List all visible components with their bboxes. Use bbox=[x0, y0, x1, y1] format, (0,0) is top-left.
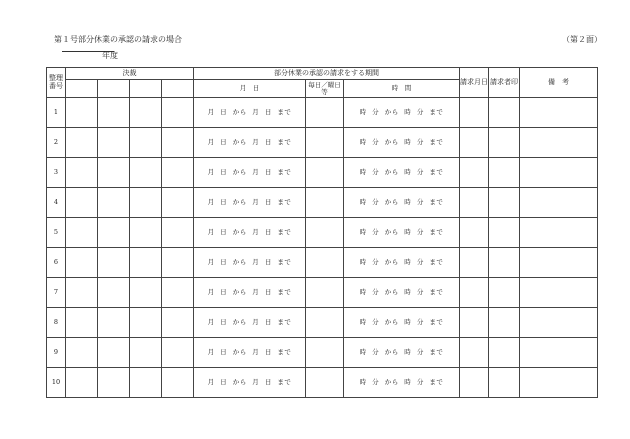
table-row bbox=[47, 218, 598, 248]
header-period-group: 部分休業の承認の請求をする期間 bbox=[194, 68, 460, 80]
biko-cell[interactable] bbox=[520, 338, 598, 368]
kessai-stamp-cell[interactable] bbox=[130, 128, 162, 158]
kessai-stamp-cell[interactable] bbox=[162, 308, 194, 338]
kessai-stamp-cell[interactable] bbox=[98, 98, 130, 128]
kessai-stamp-cell[interactable] bbox=[98, 278, 130, 308]
table-row bbox=[47, 158, 598, 188]
biko-cell[interactable] bbox=[520, 98, 598, 128]
biko-cell[interactable] bbox=[520, 278, 598, 308]
seikyusha-in-cell[interactable] bbox=[489, 308, 520, 338]
seikyu-date-cell[interactable] bbox=[460, 128, 489, 158]
kessai-stamp-cell[interactable] bbox=[98, 158, 130, 188]
seikyu-date-cell[interactable] bbox=[460, 368, 489, 398]
seikyusha-in-cell[interactable] bbox=[489, 248, 520, 278]
page-label: （第２面） bbox=[562, 35, 602, 44]
kessai-stamp-cell[interactable] bbox=[130, 368, 162, 398]
kessai-stamp-cell[interactable] bbox=[130, 98, 162, 128]
kessai-cell bbox=[130, 80, 162, 98]
kessai-stamp-cell[interactable] bbox=[66, 338, 98, 368]
seikyusha-in-cell[interactable] bbox=[489, 218, 520, 248]
row-number: 1 bbox=[47, 98, 66, 128]
biko-cell[interactable] bbox=[520, 188, 598, 218]
seikyusha-in-cell[interactable] bbox=[489, 128, 520, 158]
kessai-stamp-cell[interactable] bbox=[130, 218, 162, 248]
time-range-cell[interactable]: 時 分 から 時 分 まで bbox=[344, 158, 460, 188]
kessai-stamp-cell[interactable] bbox=[66, 98, 98, 128]
biko-cell[interactable] bbox=[520, 128, 598, 158]
kessai-stamp-cell[interactable] bbox=[130, 188, 162, 218]
date-range-cell[interactable]: 月 日 から 月 日 まで bbox=[194, 98, 306, 128]
weekday-cell[interactable] bbox=[306, 308, 344, 338]
seikyusha-in-cell[interactable] bbox=[489, 278, 520, 308]
weekday-cell[interactable] bbox=[306, 278, 344, 308]
kessai-stamp-cell[interactable] bbox=[162, 338, 194, 368]
time-range-cell[interactable]: 時 分 から 時 分 まで bbox=[344, 218, 460, 248]
kessai-stamp-cell[interactable] bbox=[162, 368, 194, 398]
kessai-stamp-cell[interactable] bbox=[98, 128, 130, 158]
table-row bbox=[47, 338, 598, 368]
weekday-cell[interactable] bbox=[306, 368, 344, 398]
weekday-cell[interactable] bbox=[306, 188, 344, 218]
kessai-stamp-cell[interactable] bbox=[66, 158, 98, 188]
kessai-stamp-cell[interactable] bbox=[130, 308, 162, 338]
kessai-stamp-cell[interactable] bbox=[162, 98, 194, 128]
kessai-stamp-cell[interactable] bbox=[66, 128, 98, 158]
table-row bbox=[47, 368, 598, 398]
kessai-stamp-cell[interactable] bbox=[130, 278, 162, 308]
kessai-stamp-cell[interactable] bbox=[98, 248, 130, 278]
header-weekday: 毎日／曜日等 bbox=[306, 80, 344, 98]
time-range-cell[interactable]: 時 分 から 時 分 まで bbox=[344, 188, 460, 218]
weekday-cell[interactable] bbox=[306, 98, 344, 128]
date-range-cell[interactable]: 月 日 から 月 日 まで bbox=[194, 308, 306, 338]
header-gappi: 月 日 bbox=[194, 80, 306, 98]
kessai-stamp-cell[interactable] bbox=[98, 308, 130, 338]
time-range-cell[interactable]: 時 分 から 時 分 まで bbox=[344, 128, 460, 158]
biko-cell[interactable] bbox=[520, 308, 598, 338]
kessai-cell bbox=[98, 80, 130, 98]
time-range-cell[interactable]: 時 分 から 時 分 まで bbox=[344, 248, 460, 278]
header-seiri: 整理番号 bbox=[47, 68, 66, 98]
time-range-cell[interactable]: 時 分 から 時 分 まで bbox=[344, 98, 460, 128]
biko-cell[interactable] bbox=[520, 158, 598, 188]
seikyu-date-cell[interactable] bbox=[460, 188, 489, 218]
row-number: 4 bbox=[47, 188, 66, 218]
kessai-cell bbox=[66, 80, 98, 98]
seikyu-date-cell[interactable] bbox=[460, 278, 489, 308]
seikyu-date-cell[interactable] bbox=[460, 308, 489, 338]
row-number: 5 bbox=[47, 218, 66, 248]
kessai-stamp-cell[interactable] bbox=[130, 158, 162, 188]
row-number: 10 bbox=[47, 368, 66, 398]
row-number: 7 bbox=[47, 278, 66, 308]
kessai-stamp-cell[interactable] bbox=[162, 278, 194, 308]
biko-cell[interactable] bbox=[520, 218, 598, 248]
time-range-cell[interactable]: 時 分 から 時 分 まで bbox=[344, 278, 460, 308]
biko-cell[interactable] bbox=[520, 368, 598, 398]
seikyu-date-cell[interactable] bbox=[460, 158, 489, 188]
kessai-stamp-cell[interactable] bbox=[98, 338, 130, 368]
seikyusha-in-cell[interactable] bbox=[489, 158, 520, 188]
year-label: 年度 bbox=[102, 51, 118, 60]
kessai-stamp-cell[interactable] bbox=[66, 368, 98, 398]
weekday-cell[interactable] bbox=[306, 128, 344, 158]
time-range-cell[interactable]: 時 分 から 時 分 まで bbox=[344, 308, 460, 338]
table-row bbox=[47, 308, 598, 338]
kessai-stamp-cell[interactable] bbox=[130, 338, 162, 368]
date-range-cell[interactable]: 月 日 から 月 日 まで bbox=[194, 368, 306, 398]
time-range-cell[interactable]: 時 分 から 時 分 まで bbox=[344, 338, 460, 368]
kessai-stamp-cell[interactable] bbox=[162, 218, 194, 248]
row-number: 9 bbox=[47, 338, 66, 368]
kessai-stamp-cell[interactable] bbox=[66, 248, 98, 278]
kessai-stamp-cell[interactable] bbox=[66, 188, 98, 218]
seikyu-date-cell[interactable] bbox=[460, 98, 489, 128]
biko-cell[interactable] bbox=[520, 248, 598, 278]
kessai-stamp-cell[interactable] bbox=[130, 248, 162, 278]
weekday-cell[interactable] bbox=[306, 218, 344, 248]
kessai-stamp-cell[interactable] bbox=[162, 188, 194, 218]
header-seikyusha-in: 請求者印 bbox=[489, 68, 520, 98]
date-range-cell[interactable]: 月 日 から 月 日 まで bbox=[194, 338, 306, 368]
kessai-stamp-cell[interactable] bbox=[98, 368, 130, 398]
kessai-cell bbox=[162, 80, 194, 98]
kessai-stamp-cell[interactable] bbox=[98, 188, 130, 218]
date-range-cell[interactable]: 月 日 から 月 日 まで bbox=[194, 128, 306, 158]
header-jikan: 時 間 bbox=[344, 80, 460, 98]
row-number: 6 bbox=[47, 248, 66, 278]
kessai-stamp-cell[interactable] bbox=[66, 308, 98, 338]
weekday-cell[interactable] bbox=[306, 248, 344, 278]
date-range-cell[interactable]: 月 日 から 月 日 まで bbox=[194, 278, 306, 308]
seikyu-date-cell[interactable] bbox=[460, 338, 489, 368]
seikyusha-in-cell[interactable] bbox=[489, 338, 520, 368]
row-number: 2 bbox=[47, 128, 66, 158]
kessai-stamp-cell[interactable] bbox=[66, 278, 98, 308]
header-biko: 備 考 bbox=[520, 68, 598, 98]
date-range-cell[interactable]: 月 日 から 月 日 まで bbox=[194, 218, 306, 248]
table-row bbox=[47, 278, 598, 308]
request-table bbox=[46, 67, 598, 398]
row-number: 3 bbox=[47, 158, 66, 188]
seikyusha-in-cell[interactable] bbox=[489, 98, 520, 128]
table-row bbox=[47, 128, 598, 158]
weekday-cell[interactable] bbox=[306, 338, 344, 368]
date-range-cell[interactable]: 月 日 から 月 日 まで bbox=[194, 188, 306, 218]
kessai-stamp-cell[interactable] bbox=[162, 248, 194, 278]
kessai-stamp-cell[interactable] bbox=[66, 218, 98, 248]
row-number: 8 bbox=[47, 308, 66, 338]
kessai-stamp-cell[interactable] bbox=[98, 218, 130, 248]
time-range-cell[interactable]: 時 分 から 時 分 まで bbox=[344, 368, 460, 398]
table-row bbox=[47, 98, 598, 128]
table-row bbox=[47, 188, 598, 218]
seikyu-date-cell[interactable] bbox=[460, 218, 489, 248]
seikyusha-in-cell[interactable] bbox=[489, 368, 520, 398]
header-seikyu-date: 請求月日 bbox=[460, 68, 489, 98]
date-range-cell[interactable]: 月 日 から 月 日 まで bbox=[194, 248, 306, 278]
weekday-cell[interactable] bbox=[306, 158, 344, 188]
kessai-stamp-cell[interactable] bbox=[162, 128, 194, 158]
form-title: 第１号部分休業の承認の請求の場合 bbox=[54, 35, 182, 44]
header-kessai: 決裁 bbox=[66, 68, 194, 80]
seikyusha-in-cell[interactable] bbox=[489, 188, 520, 218]
seikyu-date-cell[interactable] bbox=[460, 248, 489, 278]
kessai-stamp-cell[interactable] bbox=[162, 158, 194, 188]
table-row bbox=[47, 248, 598, 278]
date-range-cell[interactable]: 月 日 から 月 日 まで bbox=[194, 158, 306, 188]
